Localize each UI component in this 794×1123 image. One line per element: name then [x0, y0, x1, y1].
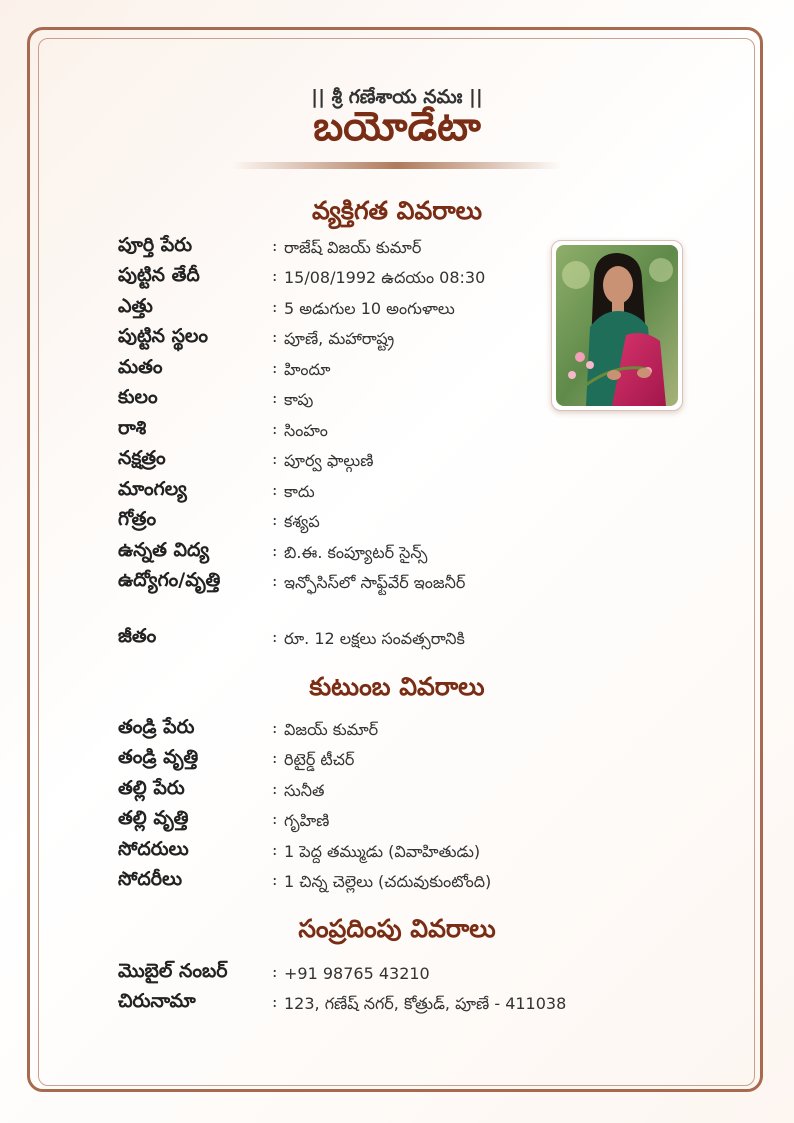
separator-colon: :: [272, 266, 278, 285]
detail-label: ఉన్నత విద్య: [118, 539, 210, 561]
profile-photo: [556, 245, 678, 406]
detail-label: మతం: [118, 356, 163, 378]
separator-colon: :: [272, 779, 278, 798]
detail-label: జీతం: [118, 625, 157, 647]
separator-colon: :: [272, 327, 278, 346]
detail-label: తల్లి వృత్తి: [118, 807, 189, 829]
separator-colon: :: [272, 236, 278, 255]
section-title-personal: వ్యక్తిగత వివరాలు: [311, 196, 483, 225]
detail-value: 5 అడుగుల 10 అంగుళాలు: [284, 299, 455, 318]
detail-label: ఉద్యోగం/వృత్తి: [118, 569, 221, 591]
detail-value: పూణే, మహారాష్ట్ర: [284, 329, 395, 348]
detail-label: తండ్రి పేరు: [118, 716, 195, 738]
detail-label: రాశి: [118, 417, 147, 439]
separator-colon: :: [272, 358, 278, 377]
detail-value: రిటైర్డ్ టీచర్: [284, 750, 355, 769]
detail-value: 1 చిన్న చెల్లెలు (చదువుకుంటోంది): [284, 872, 492, 891]
invocation-text: || శ్రీ గణేశాయ నమః ||: [311, 86, 483, 108]
detail-value: కశ్యప: [284, 512, 320, 531]
title-divider: [232, 162, 562, 169]
detail-label: మొబైల్ నంబర్: [118, 960, 228, 982]
detail-value: విజయ్ కుమార్: [284, 720, 379, 739]
separator-colon: :: [272, 510, 278, 529]
detail-value: పూర్వ ఫాల్గుణి: [284, 451, 374, 470]
separator-colon: :: [272, 297, 278, 316]
separator-colon: :: [272, 419, 278, 438]
detail-value: గృహిణి: [284, 811, 330, 830]
detail-value: 1 పెద్ద తమ్ముడు (వివాహితుడు): [284, 842, 481, 861]
separator-colon: :: [272, 992, 278, 1011]
separator-colon: :: [272, 571, 278, 590]
separator-colon: :: [272, 962, 278, 981]
section-title-family: కుటుంబ వివరాలు: [309, 672, 485, 701]
separator-colon: :: [272, 809, 278, 828]
detail-label: సోదరీలు: [118, 868, 183, 890]
detail-value: సింహం: [284, 421, 328, 440]
profile-photo-frame: [551, 240, 683, 411]
detail-label: ఎత్తు: [118, 295, 153, 317]
detail-label: పుట్టిన తేదీ: [118, 264, 200, 286]
separator-colon: :: [272, 870, 278, 889]
separator-colon: :: [272, 748, 278, 767]
separator-colon: :: [272, 718, 278, 737]
detail-label: కులం: [118, 386, 158, 408]
detail-label: నక్షత్రం: [118, 447, 166, 469]
detail-value: సునీత: [284, 781, 325, 800]
separator-colon: :: [272, 480, 278, 499]
separator-colon: :: [272, 449, 278, 468]
page-title: బయోడేటా: [313, 104, 481, 150]
detail-value: కాపు: [284, 390, 314, 409]
detail-value: 123, గణేష్ నగర్, కోత్రుడ్, పూణే - 411038: [284, 994, 567, 1013]
separator-colon: :: [272, 541, 278, 560]
separator-colon: :: [272, 627, 278, 646]
detail-value: +91 98765 43210: [284, 964, 430, 983]
detail-label: తల్లి పేరు: [118, 777, 185, 799]
detail-value: రూ. 12 లక్షలు సంవత్సరానికి: [284, 629, 465, 648]
detail-label: చిరునామా: [118, 990, 196, 1012]
detail-value: 15/08/1992 ఉదయం 08:30: [284, 268, 486, 287]
detail-value: రాజేష్ విజయ్ కుమార్: [284, 238, 422, 257]
detail-value: ఇన్ఫోసిస్‌లో సాఫ్ట్‌వేర్ ఇంజనీర్: [284, 573, 466, 592]
detail-label: సోదరులు: [118, 838, 189, 860]
separator-colon: :: [272, 840, 278, 859]
detail-label: మాంగల్య: [118, 478, 187, 500]
detail-label: పూర్తి పేరు: [118, 234, 193, 256]
detail-value: బి.ఈ. కంప్యూటర్ సైన్స్: [284, 543, 428, 562]
detail-label: తండ్రి వృత్తి: [118, 746, 199, 768]
separator-colon: :: [272, 388, 278, 407]
section-title-contact: సంప్రదింపు వివరాలు: [298, 914, 496, 943]
detail-label: గోత్రం: [118, 508, 157, 530]
detail-label: పుట్టిన స్థలం: [118, 325, 209, 347]
detail-value: హిందూ: [284, 360, 331, 379]
detail-value: కాదు: [284, 482, 315, 501]
